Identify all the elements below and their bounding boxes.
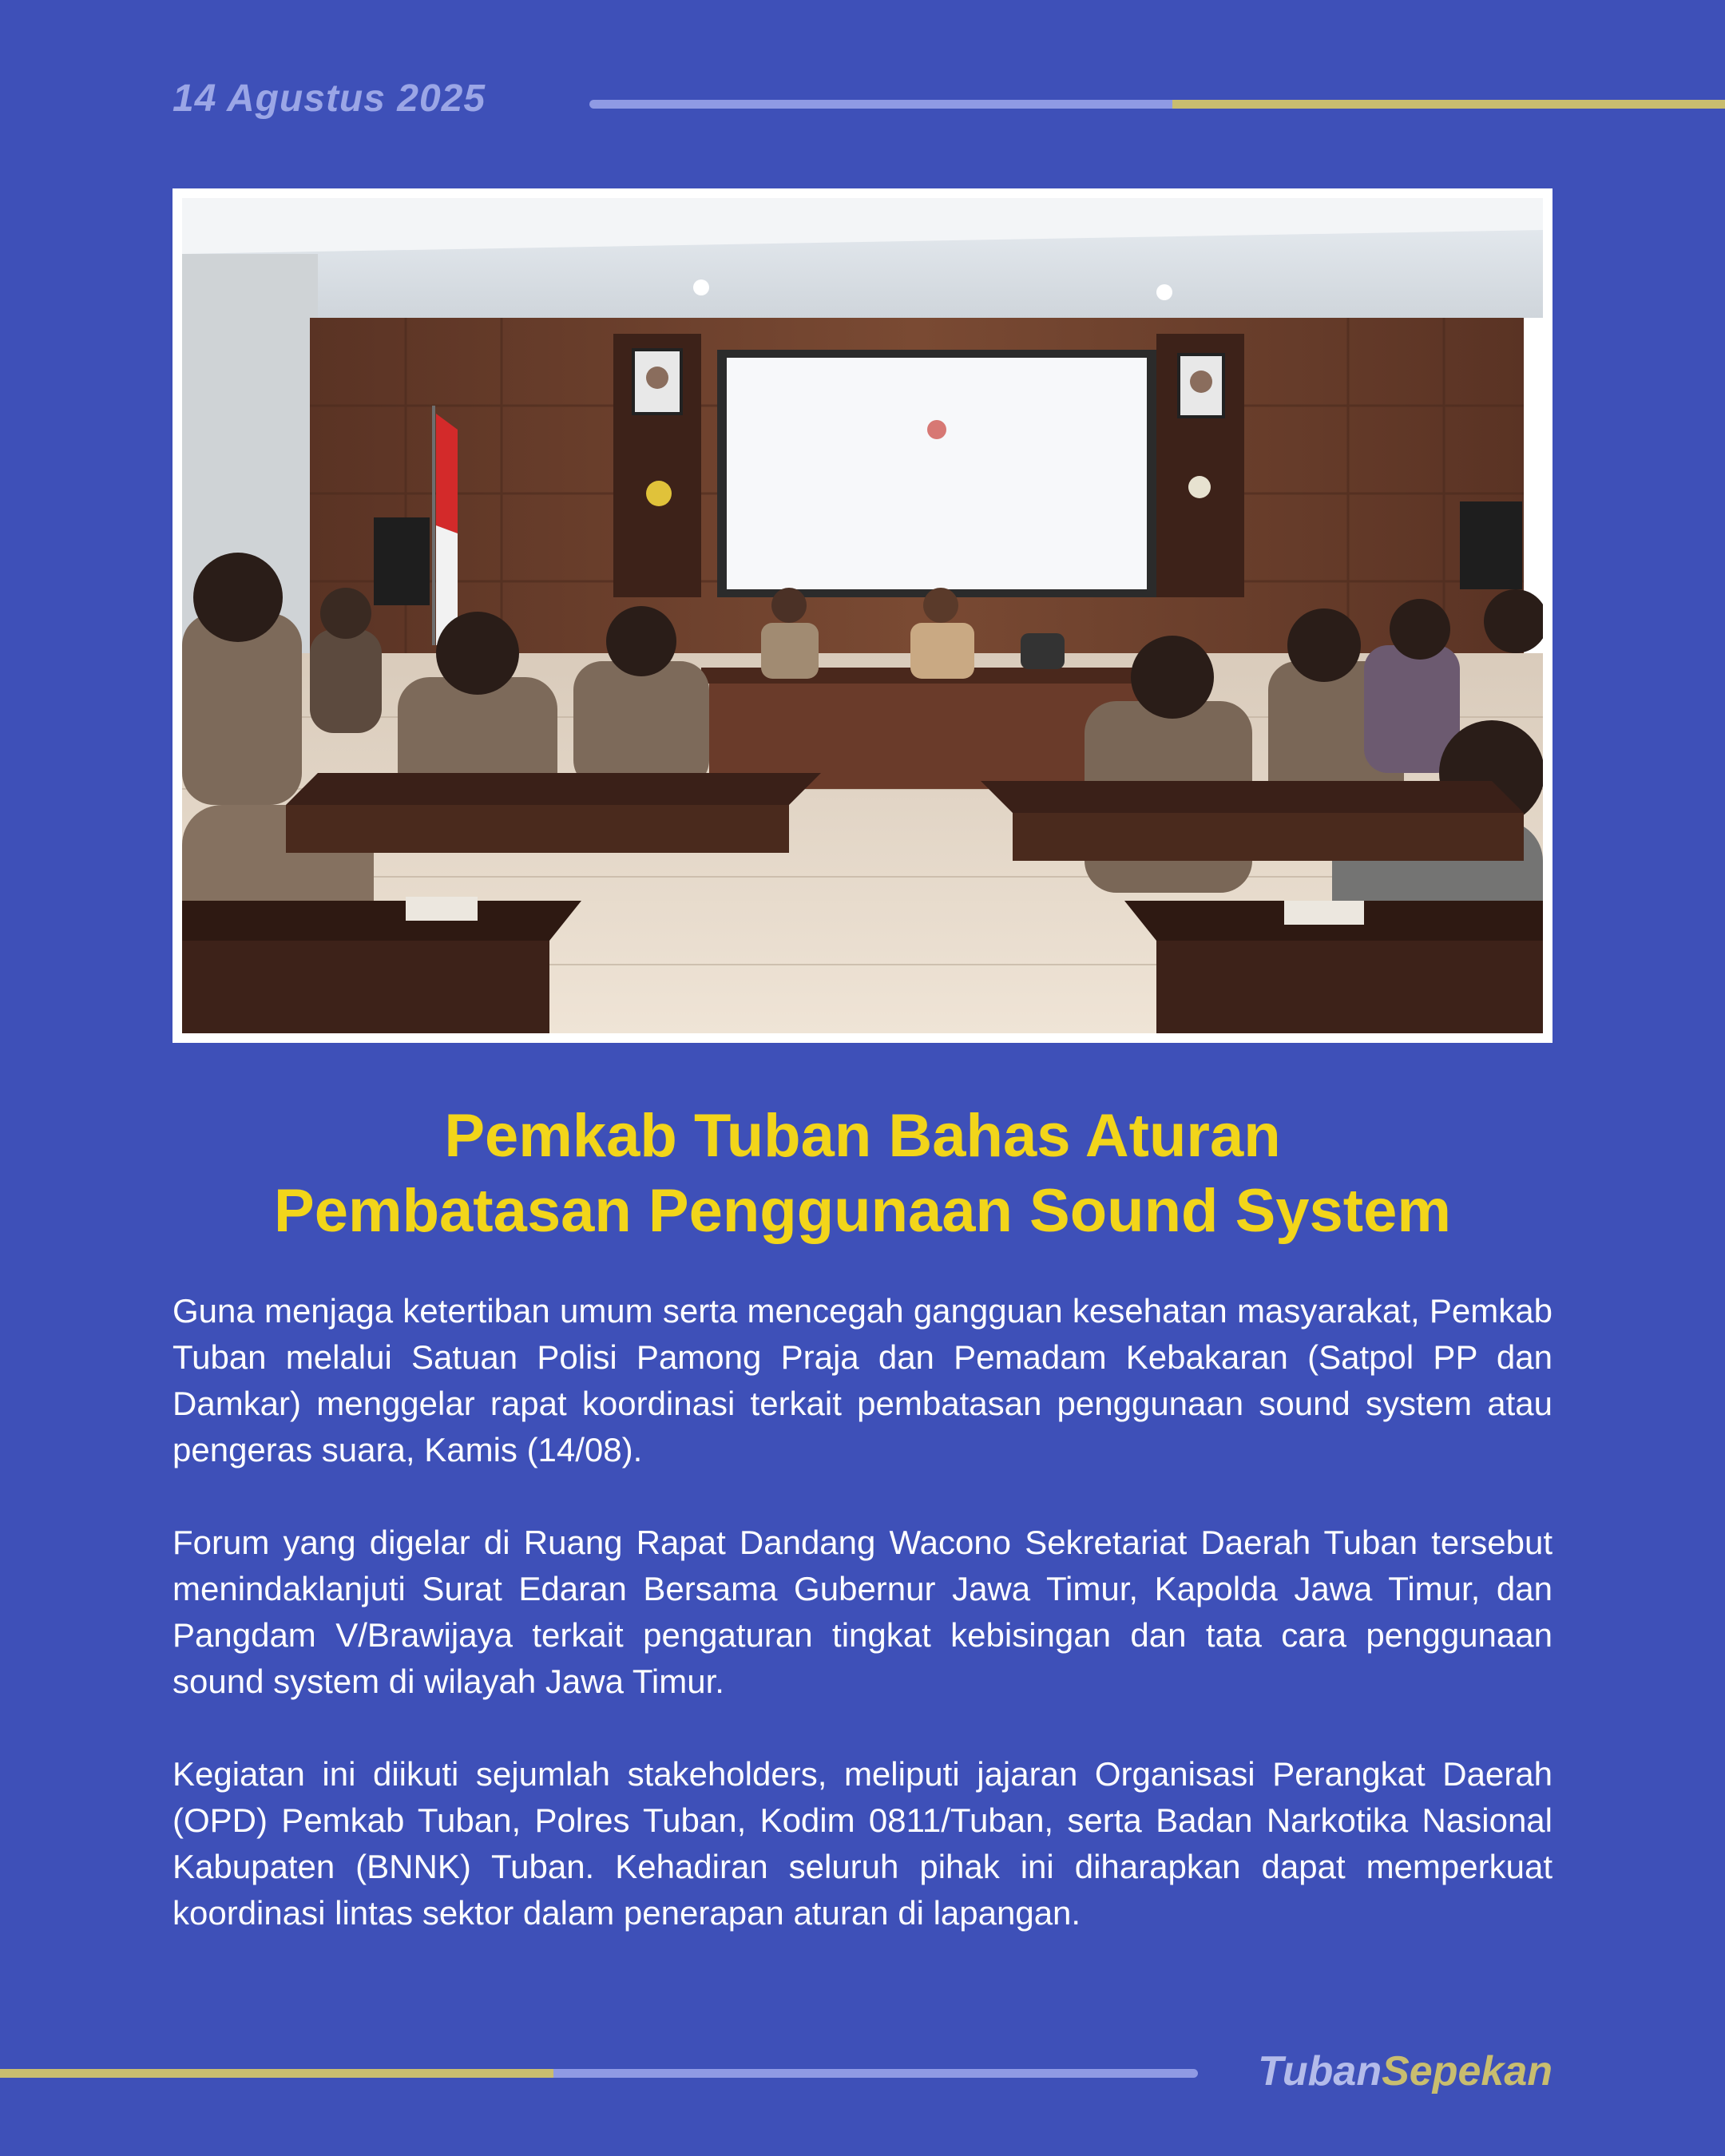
article-paragraph-2: Forum yang digelar di Ruang Rapat Dandang Wacono Sekretariat Daerah Tuban tersebut menindaklanjuti Surat Edaran Bersama Gubernur Jawa Timur, Kapolda Jawa Timur, dan Pangdam V/Brawijaya terkait pengaturan tingkat kebisingan dan tata cara penggunaan sound system di wilayah Jawa Timur.	[172, 1524, 1552, 1700]
top-divider-lavender	[589, 100, 1172, 109]
headline-line-2: Pembatasan Penggunaan Sound System	[274, 1177, 1451, 1245]
post-date: 14 Agustus 2025	[172, 77, 486, 120]
headline-line-1: Pemkab Tuban Bahas Aturan	[444, 1102, 1281, 1170]
article-paragraph-1: Guna menjaga ketertiban umum serta mencegah gangguan kesehatan masyarakat, Pemkab Tuban melalui Satuan Polisi Pamong Praja dan Pemadam Kebakaran (Satpol PP dan Damkar) menggelar rapat koordinasi terkait pembatasan penggunaan sound system atau pengeras suara, Kamis (14/08).	[172, 1292, 1552, 1468]
meeting-room-photo	[172, 188, 1552, 1043]
brand-part-2: Sepekan	[1382, 2048, 1552, 2095]
brand-part-1: Tuban	[1258, 2048, 1382, 2095]
bottom-divider-lavender	[553, 2069, 1198, 2078]
meeting-room-illustration	[182, 198, 1543, 1033]
top-divider-gold	[1172, 100, 1725, 109]
brand-logo	[1258, 2047, 1552, 2095]
article-paragraph-3: Kegiatan ini diikuti sejumlah stakeholders, meliputi jajaran Organisasi Perangkat Daerah (OPD) Pemkab Tuban, Polres Tuban, Kodim 0811/Tuban, serta Badan Narkotika Nasional Kabupaten (BNNK) Tuban. Kehadiran seluruh pihak ini diharapkan dapat memperkuat koordinasi lintas sektor dalam penerapan aturan di lapangan.	[172, 1755, 1552, 1932]
bottom-divider-gold	[0, 2069, 553, 2078]
